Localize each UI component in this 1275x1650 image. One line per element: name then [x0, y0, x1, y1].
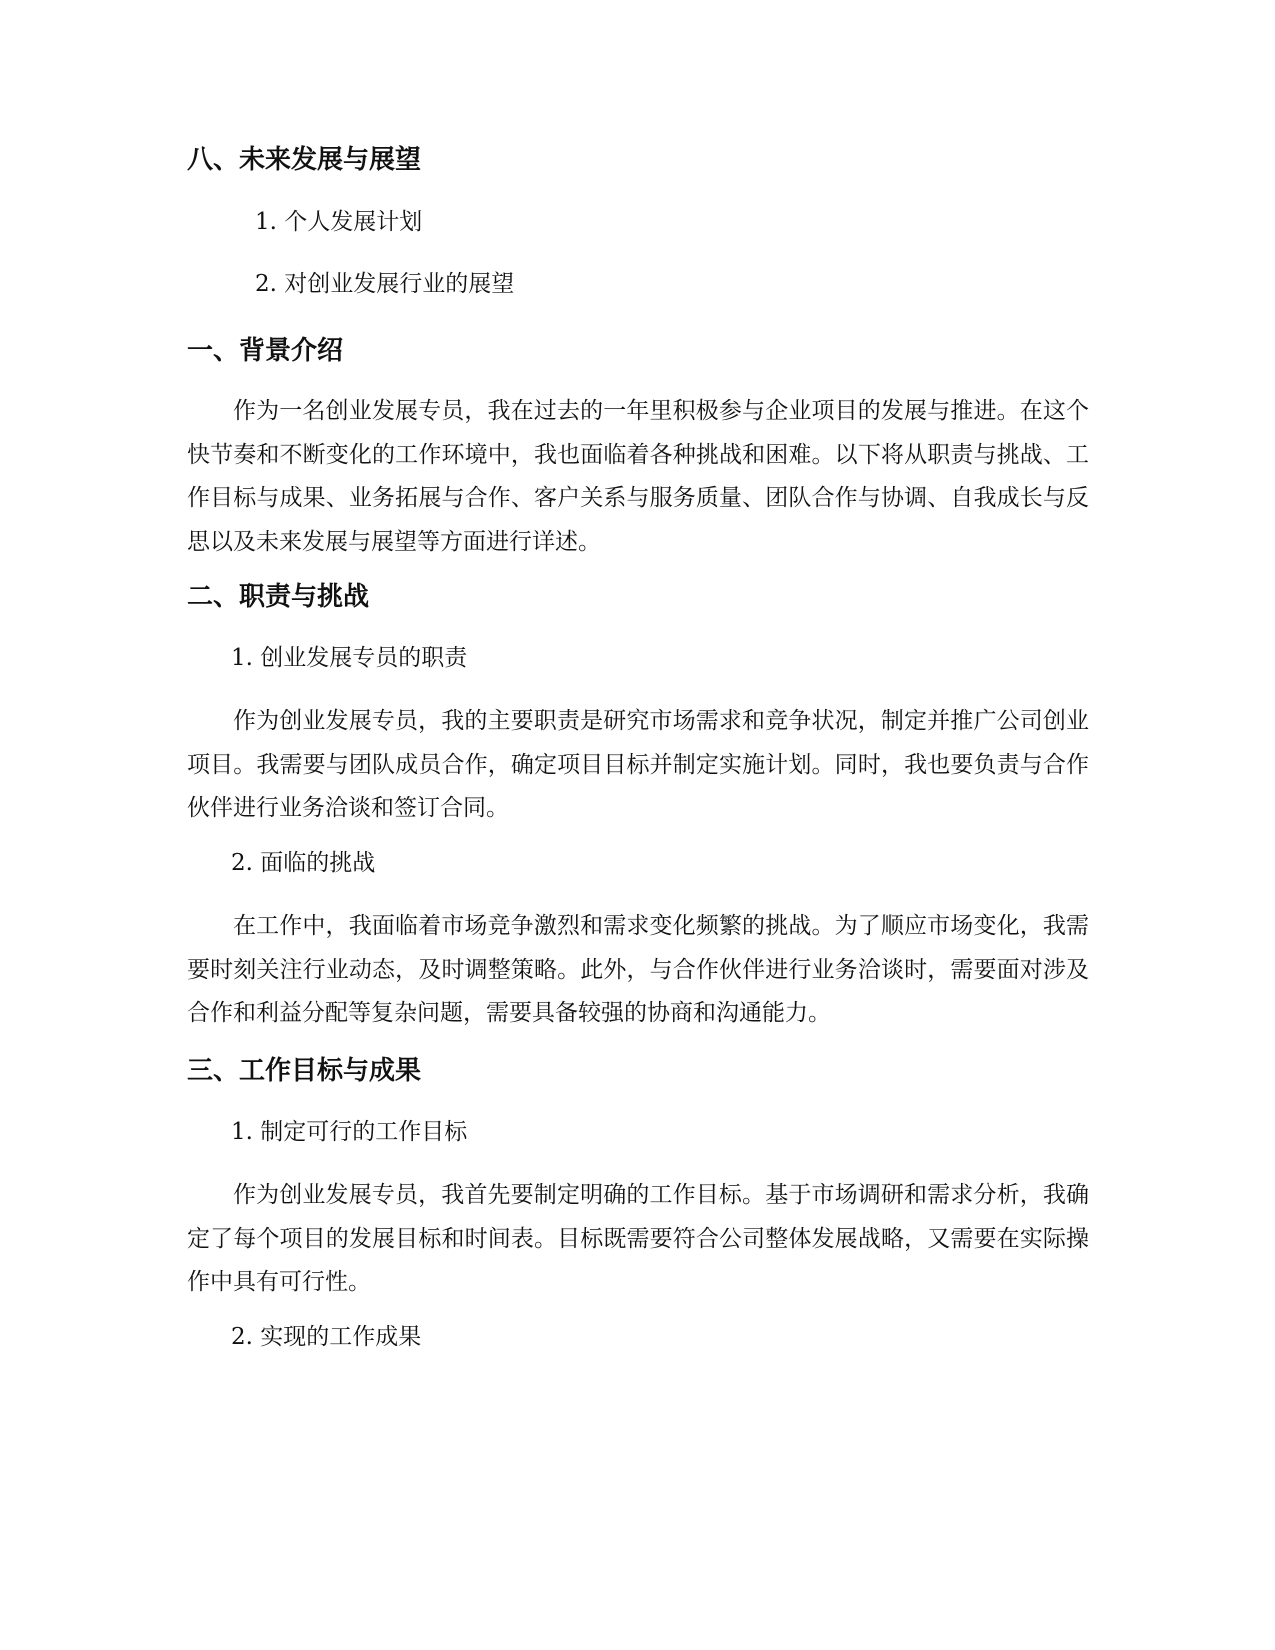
paragraph-background: 作为一名创业发展专员，我在过去的一年里积极参与企业项目的发展与推进。在这个快节奏和不断变化的工作环境中，我也面临着各种挑战和困难。以下将从职责与挑战、工作目标与成果、业务拓展与合作、客户关系与服务质量、团队合作与协调、自我成长与反思以及未来发展与展望等方面进行详述。	[187, 398, 1089, 555]
subheading-goals: 1. 制定可行的工作目标	[231, 1119, 468, 1145]
section-heading-goals: 三、工作目标与成果	[187, 1056, 422, 1086]
section-heading-background: 一、背景介绍	[187, 336, 344, 366]
paragraph-duties: 作为创业发展专员，我的主要职责是研究市场需求和竞争状况，制定并推广公司创业项目。我需要与团队成员合作，确定项目目标并制定实施计划。同时，我也要负责与合作伙伴进行业务洽谈和签订合同。	[187, 708, 1089, 821]
subheading-results: 2. 实现的工作成果	[231, 1324, 422, 1350]
list-item-industry-outlook: 2. 对创业发展行业的展望	[255, 271, 515, 297]
paragraph-challenges: 在工作中，我面临着市场竞争激烈和需求变化频繁的挑战。为了顺应市场变化，我需要时刻关注行业动态，及时调整策略。此外，与合作伙伴进行业务洽谈时，需要面对涉及合作和利益分配等复杂问题，需要具备较强的协商和沟通能力。	[187, 913, 1089, 1026]
subheading-duties: 1. 创业发展专员的职责	[231, 645, 468, 671]
list-item-personal-plan: 1. 个人发展计划	[255, 209, 423, 235]
section-heading-future: 八、未来发展与展望	[187, 145, 422, 175]
section-heading-duties: 二、职责与挑战	[187, 582, 370, 612]
subheading-challenges: 2. 面临的挑战	[231, 850, 376, 876]
paragraph-goals: 作为创业发展专员，我首先要制定明确的工作目标。基于市场调研和需求分析，我确定了每个项目的发展目标和时间表。目标既需要符合公司整体发展战略，又需要在实际操作中具有可行性。	[187, 1182, 1089, 1295]
